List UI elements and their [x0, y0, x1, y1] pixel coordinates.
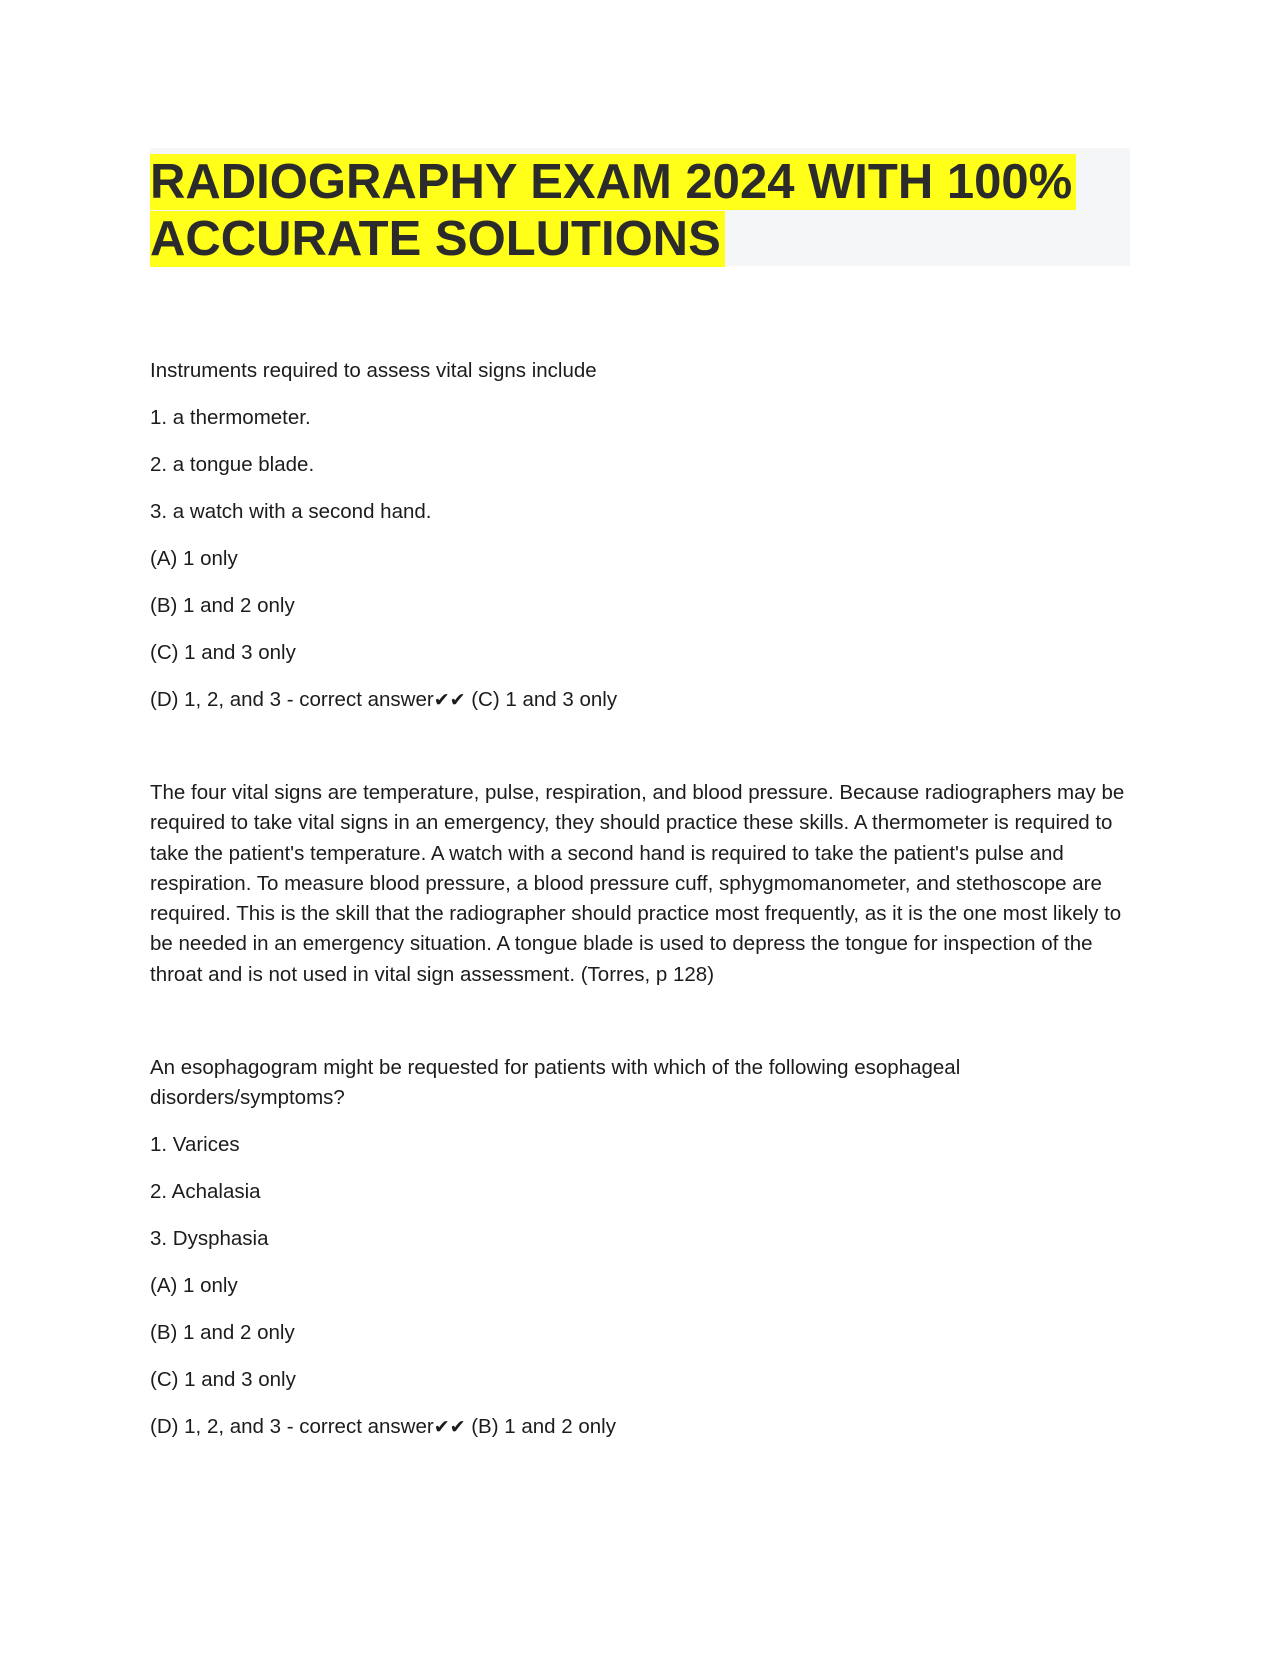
q2-item-3: 3. Dysphasia [150, 1227, 269, 1250]
q1-explanation: The four vital signs are temperature, pulse, respiration, and blood pressure. Because radiographers may be required to take vital signs in an emergency, they should practice these skills. A thermometer is required to take the patient's temperature. A watch with a second hand is required to take the patient's pulse and respiration. To measure blood pressure, a blood pressure cuff, sphygmomanometer, and stethoscope are required. This is the skill that the radiographer should practice most frequently, as it is the one most likely to be needed in an emergency situation. A tongue blade is used to depress the tongue for inspection of the throat and is not used in vital sign assessment. (Torres, p 128) [150, 781, 1125, 986]
q1-item-1: 1. a thermometer. [150, 406, 311, 429]
q2-option-b: (B) 1 and 2 only [150, 1321, 295, 1344]
q2-correct-answer: (B) 1 and 2 only [465, 1415, 616, 1438]
q1-option-d: (D) 1, 2, and 3 - correct answer [150, 688, 434, 711]
q1-answer-line [150, 685, 1130, 715]
q1-item-2: 2. a tongue blade. [150, 453, 315, 476]
q1-question: Instruments required to assess vital signs include [150, 359, 597, 382]
q2-item-2: 2. Achalasia [150, 1180, 261, 1203]
q1-option-c: (C) 1 and 3 only [150, 641, 296, 664]
check-mark-icon: ✔✔ [433, 689, 466, 711]
title-block [150, 148, 1130, 266]
document-title-line-2: ACCURATE SOLUTIONS [150, 211, 725, 267]
check-mark-icon: ✔✔ [433, 1416, 466, 1438]
q2-question: An esophagogram might be requested for patients with which of the following esophageal disorders/symptoms? [150, 1056, 961, 1110]
q2-option-c: (C) 1 and 3 only [150, 1368, 296, 1391]
document-title-line-1: RADIOGRAPHY EXAM 2024 WITH 100% [150, 154, 1076, 210]
q1-correct-answer: (C) 1 and 3 only [465, 688, 618, 711]
q1-option-a: (A) 1 only [150, 547, 238, 570]
q2-option-d: (D) 1, 2, and 3 - correct answer [150, 1415, 434, 1438]
q1-option-b: (B) 1 and 2 only [150, 594, 295, 617]
q2-item-1: 1. Varices [150, 1133, 240, 1156]
q2-answer-line [150, 1412, 1130, 1442]
q1-item-3: 3. a watch with a second hand. [150, 500, 432, 523]
q2-option-a: (A) 1 only [150, 1274, 238, 1297]
